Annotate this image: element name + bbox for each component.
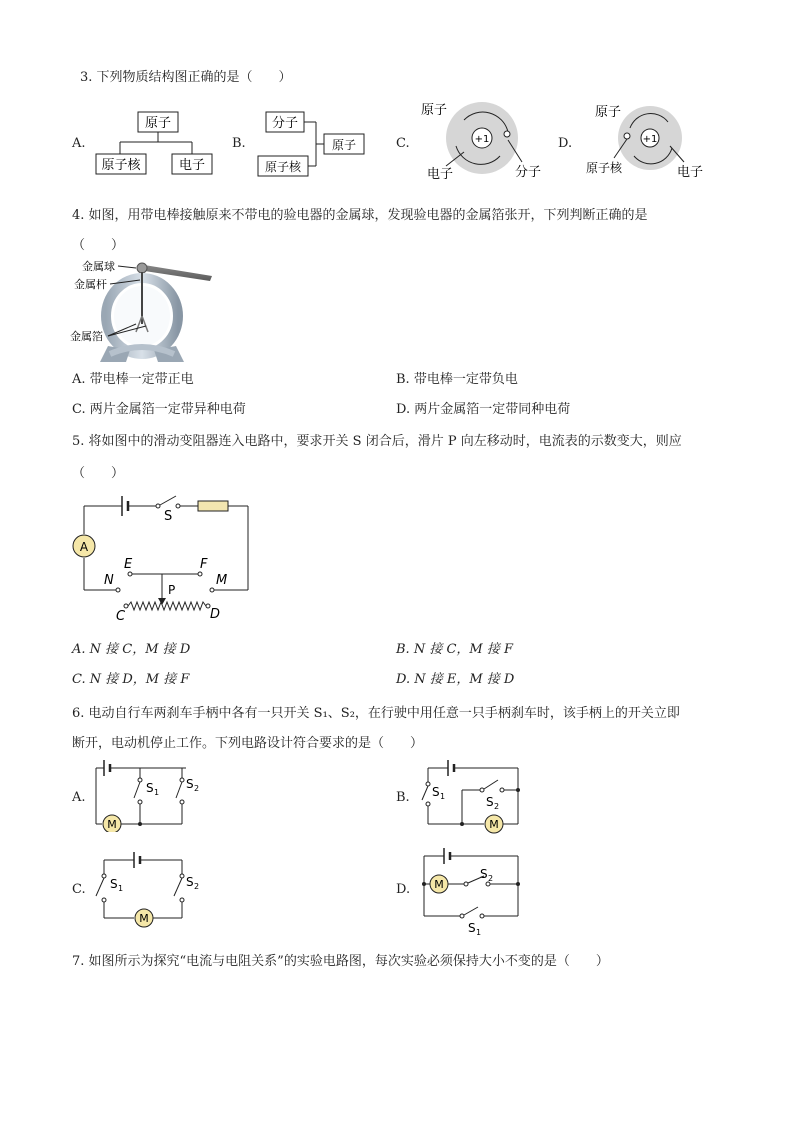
q4-paren: （ ）	[72, 238, 125, 253]
q3d-bl-label: 原子核	[585, 161, 623, 175]
q4-option-c: C. 两片金属箔一定带异种电荷	[72, 402, 246, 417]
q3-option-c-letter: C.	[396, 136, 410, 151]
q5-option-b: B. N 接 C，M 接 F	[396, 642, 514, 657]
q6d-s1: S	[468, 921, 476, 935]
q6-circuit-a	[90, 756, 214, 832]
q6-stem-line2: 断开，电动机停止工作。下列电路设计符合要求的是（ ）	[72, 736, 424, 751]
q5-option-d: D. N 接 E，M 接 D	[396, 672, 515, 687]
q3b-c-label: 原子	[331, 138, 357, 152]
q3b-b-label: 原子核	[264, 160, 302, 174]
q3b-a-label: 分子	[271, 116, 299, 131]
q5-circuit-figure	[70, 488, 260, 624]
q3-option-d-letter: D.	[558, 136, 573, 151]
q6c-s2: S	[186, 875, 194, 889]
q4-electroscope-figure	[70, 254, 220, 366]
q3c-core: +1	[474, 134, 490, 145]
svg-text:2: 2	[194, 882, 200, 891]
svg-text:2: 2	[488, 874, 494, 883]
q5-p-label: P	[168, 583, 176, 597]
q5-option-a: A. N 接 C，M 接 D	[72, 642, 191, 657]
q3-diagram-d	[578, 98, 718, 186]
q6b-motor: M	[489, 818, 499, 831]
q6b-s2: S	[486, 795, 494, 809]
q4-ball-label: 金属球	[82, 260, 115, 273]
svg-text:1: 1	[476, 928, 482, 936]
q5-e-label: E	[124, 557, 133, 572]
q4-option-a: A. 带电棒一定带正电	[72, 372, 194, 387]
q3d-core: +1	[642, 134, 658, 145]
q6c-motor: M	[139, 912, 149, 925]
q3-stem: 3. 下列物质结构图正确的是（ ）	[80, 70, 292, 85]
svg-text:1: 1	[118, 884, 124, 893]
q6c-s1: S	[110, 877, 118, 891]
q6-circuit-d	[414, 844, 530, 936]
q3-option-b-letter: B.	[232, 136, 246, 151]
svg-text:1: 1	[154, 788, 160, 797]
q6-stem-line1: 6. 电动自行车两刹车手柄中各有一只开关 S₁、S₂，在行驶中用任意一只手柄刹车时，该手柄上的开关立即	[72, 706, 680, 721]
q6d-s2: S	[480, 867, 488, 881]
q5-option-c: C. N 接 D，M 接 F	[72, 672, 190, 687]
q3a-right-label: 电子	[178, 158, 206, 173]
q3c-top-label: 原子	[420, 103, 448, 118]
q3-diagram-c	[416, 96, 556, 186]
q6a-s2: S	[186, 777, 194, 791]
q4-rod-label: 金属杆	[74, 278, 107, 291]
q5-f-label: F	[200, 557, 208, 572]
q6-option-a-letter: A.	[72, 790, 86, 805]
q7-stem: 7. 如图所示为探究“电流与电阻关系”的实验电路图，每次实验必须保持大小不变的是（ ）	[72, 954, 609, 969]
svg-text:2: 2	[494, 802, 500, 811]
q6-option-b-letter: B.	[396, 790, 410, 805]
q5-stem: 5. 将如图中的滑动变阻器连入电路中，要求开关 S 闭合后，滑片 P 向左移动时，电流表的示数变大，则应	[72, 434, 682, 449]
q6-circuit-c	[90, 846, 210, 932]
q3c-br-label: 分子	[514, 165, 542, 180]
q6d-motor: M	[434, 878, 444, 891]
q4-stem: 4. 如图，用带电棒接触原来不带电的验电器的金属球，发现验电器的金属箔张开，下列判断正确的是	[72, 208, 648, 223]
q3a-left-label: 原子核	[101, 158, 141, 173]
q6a-s1: S	[146, 781, 154, 795]
q5-switch-label: S	[164, 509, 173, 524]
svg-text:2: 2	[194, 784, 200, 793]
q6a-motor: M	[107, 818, 117, 831]
q4-option-d: D. 两片金属箔一定带同种电荷	[396, 402, 571, 417]
q6-circuit-b	[414, 756, 530, 836]
q5-n-label: N	[104, 573, 114, 588]
q3d-br-label: 电子	[676, 165, 704, 180]
q6b-s1: S	[432, 785, 440, 799]
q5-m-label: M	[216, 573, 228, 588]
q5-ammeter-label: A	[79, 540, 89, 554]
q3-diagram-a	[92, 108, 222, 180]
q3-diagram-b	[254, 108, 374, 180]
q3a-top-label: 原子	[144, 116, 172, 131]
q6-option-d-letter: D.	[396, 882, 411, 897]
q5-d-label: D	[210, 607, 221, 622]
q4-foil-label: 金属箔	[70, 330, 103, 343]
q3d-top-label: 原子	[594, 105, 622, 120]
q5-paren: （ ）	[72, 466, 125, 481]
q6-option-c-letter: C.	[72, 882, 86, 897]
q3c-bl-label: 电子	[426, 167, 454, 182]
svg-text:1: 1	[440, 792, 446, 801]
q4-option-b: B. 带电棒一定带负电	[396, 372, 518, 387]
q5-c-label: C	[116, 609, 126, 624]
q3-option-a-letter: A.	[72, 136, 86, 151]
